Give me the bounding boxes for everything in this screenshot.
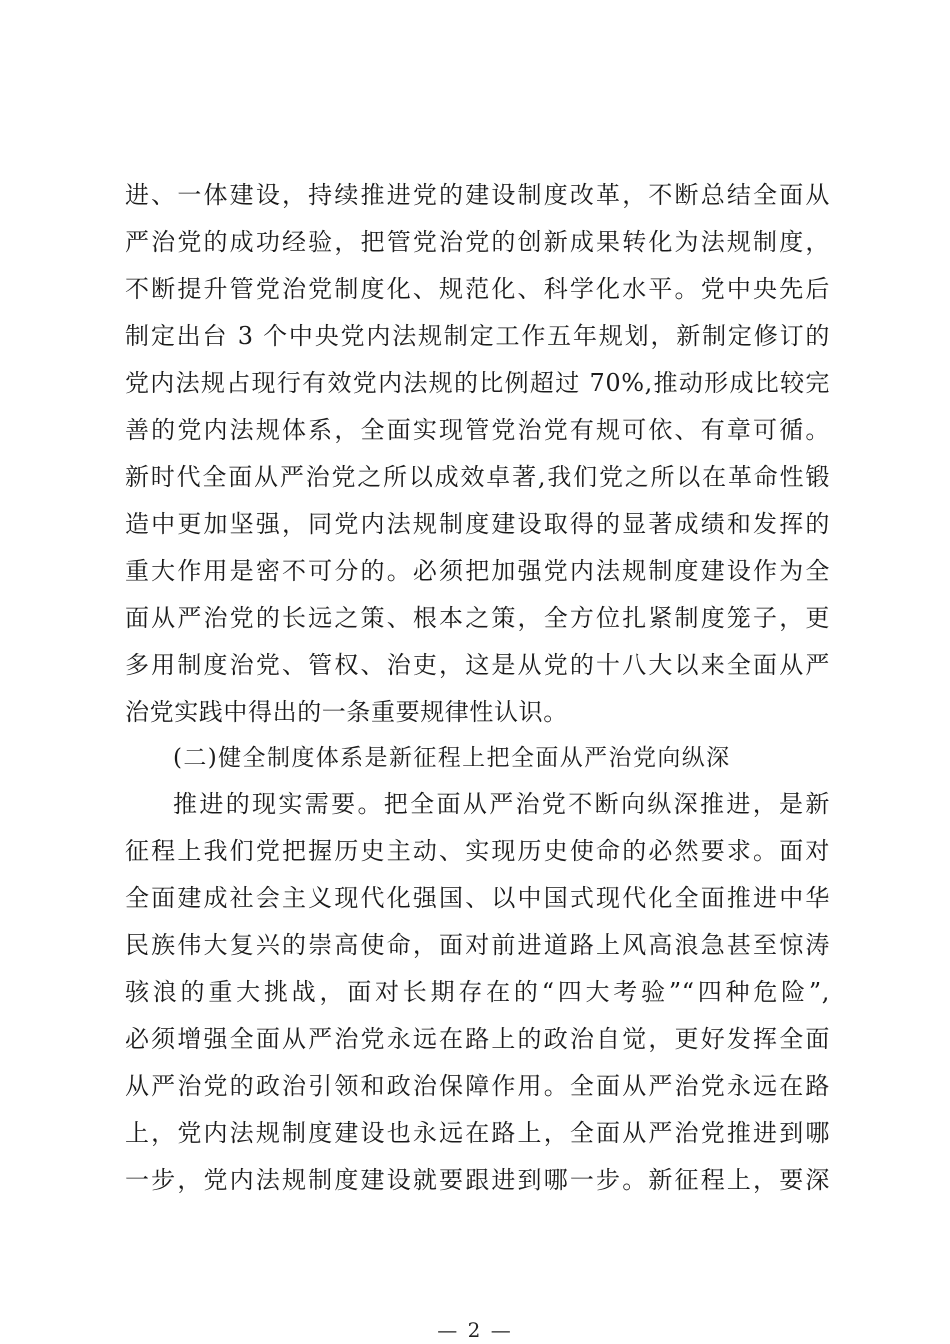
text-line: 进、一体建设，持续推进党的建设制度改革，不断总结全面从	[125, 181, 830, 209]
text-line: 征程上我们党把握历史主动、实现历史使命的必然要求。面对	[125, 837, 830, 865]
text-line: 民族伟大复兴的崇高使命，面对前进道路上风高浪急甚至惊涛	[125, 931, 830, 959]
text-line: 全面建成社会主义现代化强国、以中国式现代化全面推进中华	[125, 884, 830, 912]
text-line: 上，党内法规制度建设也永远在路上，全面从严治党推进到哪	[125, 1119, 830, 1147]
page-number: — 2 —	[437, 1318, 513, 1342]
text-line: 新时代全面从严治党之所以成效卓著,我们党之所以在革命性锻	[125, 463, 830, 491]
text-line: 多用制度治党、管权、治吏，这是从党的十八大以来全面从严	[125, 651, 830, 679]
text-line: 严治党的成功经验，把管党治党的创新成果转化为法规制度，	[125, 228, 830, 256]
text-line: 面从严治党的长远之策、根本之策，全方位扎紧制度笼子，更	[125, 604, 830, 632]
text-line: 推进的现实需要。把全面从严治党不断向纵深推进，是新	[173, 790, 830, 818]
text-line: 不断提升管党治党制度化、规范化、科学化水平。党中央先后	[125, 275, 830, 303]
text-line: 从严治党的政治引领和政治保障作用。全面从严治党永远在路	[125, 1072, 830, 1100]
text-line: 制定出台 3 个中央党内法规制定工作五年规划，新制定修订的	[125, 322, 830, 350]
text-line: 善的党内法规体系，全面实现管党治党有规可依、有章可循。	[125, 416, 830, 444]
text-line: 党内法规占现行有效党内法规的比例超过 70%,推动形成比较完	[125, 369, 830, 397]
text-line: 必须增强全面从严治党永远在路上的政治自觉，更好发挥全面	[125, 1025, 830, 1053]
text-line: 骇浪的重大挑战，面对长期存在的“四大考验”“四种危险”,	[125, 978, 830, 1006]
text-line: 重大作用是密不可分的。必须把加强党内法规制度建设作为全	[125, 557, 830, 585]
text-line: 造中更加坚强，同党内法规制度建设取得的显著成绩和发挥的	[125, 510, 830, 538]
section-heading: (二)健全制度体系是新征程上把全面从严治党向纵深	[173, 745, 731, 771]
text-line: 治党实践中得出的一条重要规律性认识。	[125, 698, 568, 726]
text-line: 一步，党内法规制度建设就要跟进到哪一步。新征程上，要深	[125, 1166, 830, 1194]
